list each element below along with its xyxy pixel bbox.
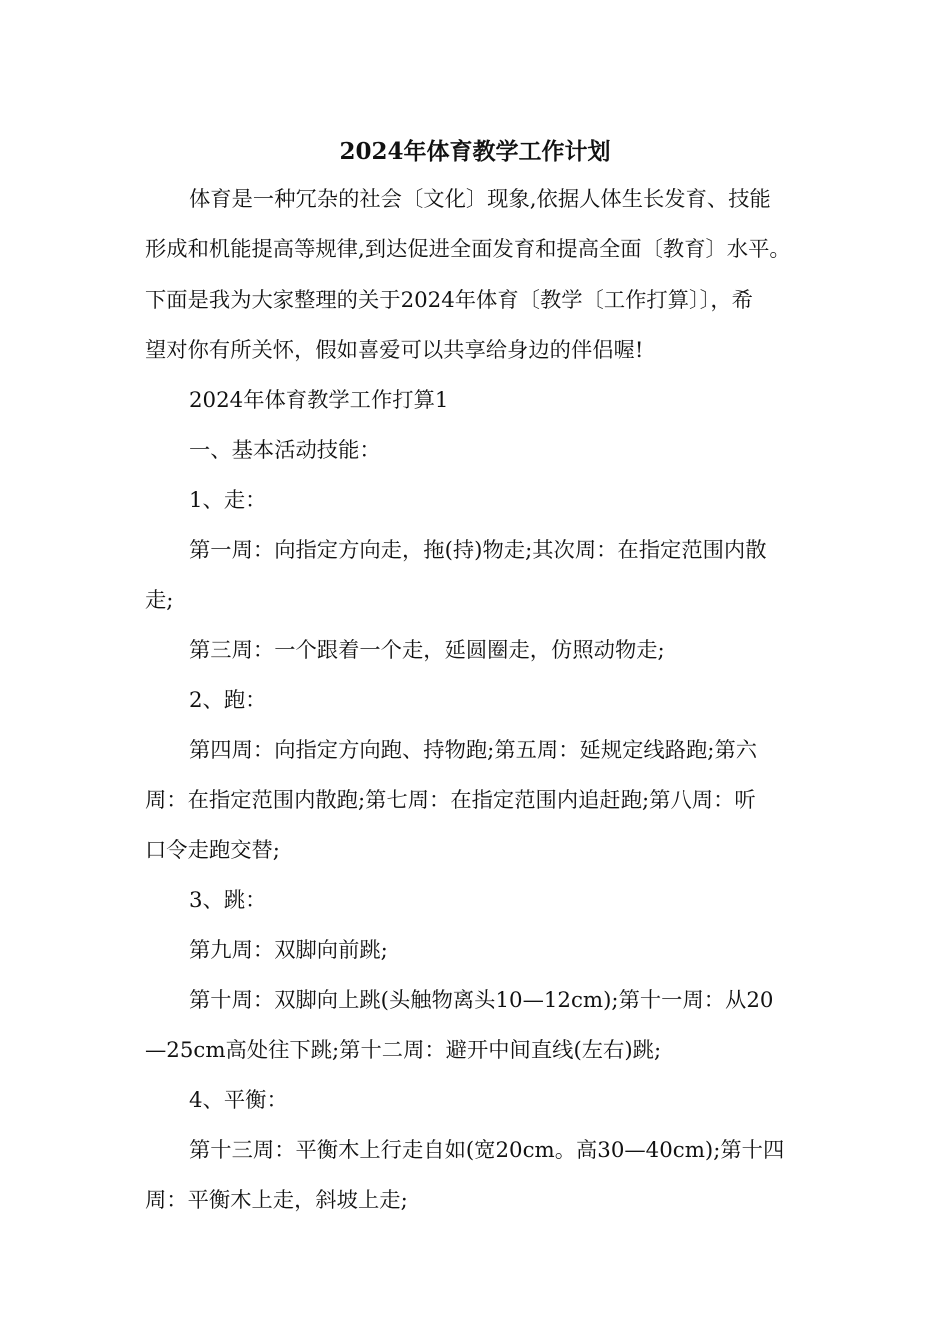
intro-line-3: 下面是我为大家整理的关于2024年体育〔教学〔工作打算〕〕，希 xyxy=(145,288,753,313)
plan-heading: 2024年体育教学工作打算1 xyxy=(189,388,449,413)
walk-line-1: 第一周：向指定方向走，拖(持)物走;其次周：在指定范围内散 xyxy=(189,538,767,563)
run-heading: 2、跑： xyxy=(189,688,267,713)
walk-line-3: 第三周：一个跟着一个走，延圆圈走，仿照动物走; xyxy=(189,638,665,663)
intro-line-1: 体育是一种冗杂的社会〔文化〕现象,依据人体生长发育、技能 xyxy=(189,187,771,212)
walk-heading: 1、走： xyxy=(189,488,267,513)
run-line-3: 口令走跑交替; xyxy=(145,838,280,863)
intro-line-2: 形成和机能提高等规律,到达促进全面发育和提高全面〔教育〕水平。 xyxy=(145,237,791,262)
run-line-2: 周：在指定范围内散跑;第七周：在指定范围内追赶跑;第八周：听 xyxy=(145,788,756,813)
walk-line-2: 走; xyxy=(145,588,174,613)
section-heading: 一、基本活动技能： xyxy=(189,438,381,463)
jump-line-3: —25cm高处往下跳;第十二周：避开中间直线(左右)跳; xyxy=(145,1038,662,1063)
document-title: 2024年体育教学工作计划 xyxy=(339,138,611,165)
jump-heading: 3、跳： xyxy=(189,888,267,913)
balance-heading: 4、平衡： xyxy=(189,1088,288,1113)
run-line-1: 第四周：向指定方向跑、持物跑;第五周：延规定线路跑;第六 xyxy=(189,738,758,763)
jump-line-1: 第九周：双脚向前跳; xyxy=(189,938,388,963)
intro-line-4: 望对你有所关怀，假如喜爱可以共享给身边的伴侣喔! xyxy=(145,338,644,363)
balance-line-2: 周：平衡木上走，斜坡上走; xyxy=(145,1188,408,1213)
balance-line-1: 第十三周：平衡木上行走自如(宽20cm。高30—40cm);第十四 xyxy=(189,1138,785,1163)
jump-line-2: 第十周：双脚向上跳(头触物离头10—12cm);第十一周：从20 xyxy=(189,988,774,1013)
